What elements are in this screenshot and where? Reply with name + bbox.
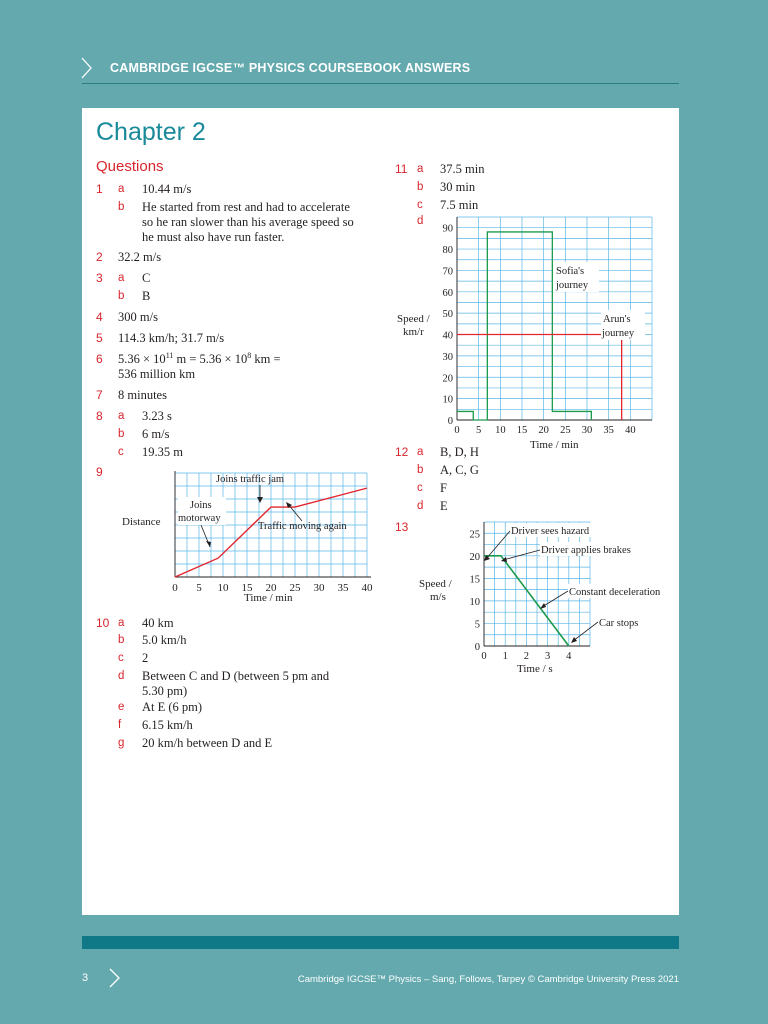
y-tick-label: 10	[469, 596, 480, 608]
answer-text: $5.36 \times 10^{11}$ $m = 5.36 \times 10^8$ km =	[118, 350, 281, 366]
part-label: c	[118, 652, 124, 664]
part-label: b	[417, 464, 424, 476]
annotation-joins-traffic-jam: Joins traffic jam	[216, 474, 285, 485]
annotation-joins-motorway	[178, 497, 226, 525]
footer-citation: Cambridge IGCSE™ Physics – Sang, Follows, Tarpey © Cambridge University Press 2021	[297, 974, 679, 985]
x-tick-label: 20	[538, 425, 549, 436]
answer-text: Between C and D (between 5 pm and	[142, 669, 330, 683]
answer-text: 114.3 km/h; 31.7 m/s	[118, 331, 225, 345]
x-tick-label: 5	[196, 582, 202, 594]
part-label: b	[118, 201, 125, 213]
answer-text: C	[142, 271, 151, 285]
part-label: a	[417, 446, 424, 458]
answer-text: 300 m/s	[118, 310, 158, 324]
answer-text: He started from rest and had to accelerate	[142, 200, 350, 214]
x-tick-label: 2	[523, 651, 530, 662]
y-tick-label: 5	[474, 619, 480, 631]
y-axis-label: km/r	[403, 326, 424, 338]
answer-text: 30 min	[440, 180, 476, 194]
annotation-car-stops: Car stops	[599, 618, 639, 629]
sofia-journey-line	[457, 232, 591, 420]
y-tick-label: 50	[442, 309, 453, 321]
question-number: 11	[395, 162, 408, 176]
question-number: 1	[96, 182, 103, 196]
svg-text:Arun's: Arun's	[603, 314, 631, 325]
x-tick-label: 0	[481, 651, 487, 662]
x-axis-label: Time / min	[244, 592, 293, 604]
answer-text: A, C, G	[440, 463, 479, 477]
answer-text: B	[142, 289, 151, 303]
svg-text:journey: journey	[602, 328, 635, 339]
series-label-arun	[601, 310, 645, 340]
answer-text: so he ran slower than his average speed so	[142, 215, 354, 229]
x-tick-label: 10	[217, 582, 229, 594]
answer-text: 6.15 km/h	[142, 718, 193, 732]
question-number: 3	[96, 271, 103, 285]
part-label: b	[118, 634, 125, 646]
part-label: c	[417, 199, 423, 211]
x-axis-label: Time / min	[530, 439, 579, 451]
x-tick-label: 40	[625, 425, 636, 436]
chevron-right-icon	[108, 967, 122, 989]
x-tick-label: 25	[289, 582, 301, 594]
part-label: f	[118, 719, 122, 731]
y-tick-label: 70	[442, 266, 453, 278]
question-number: 7	[96, 388, 103, 402]
answer-text: 19.35 m	[142, 445, 183, 459]
answer-text: 5.0 km/h	[142, 633, 187, 647]
x-tick-label: 30	[581, 425, 593, 436]
svg-text:Joins: Joins	[190, 500, 212, 511]
annotation-driver-sees-hazard: Driver sees hazard	[511, 526, 590, 537]
answer-text: he must also have run faster.	[142, 230, 285, 244]
y-tick-labels	[470, 529, 481, 653]
x-tick-label: 10	[495, 425, 506, 436]
y-tick-label: 40	[442, 330, 453, 342]
answer-text: B, D, H	[440, 445, 479, 459]
part-label: b	[118, 428, 125, 440]
annotation-constant-deceleration: Constant deceleration	[569, 587, 661, 598]
y-tick-label: 60	[442, 287, 453, 299]
x-tick-label: 5	[476, 425, 482, 436]
y-tick-label: 0	[447, 416, 453, 427]
book-title: CAMBRIDGE IGCSE™ PHYSICS COURSEBOOK ANSWERS	[110, 61, 471, 75]
part-label: c	[118, 446, 124, 458]
speed-time-graph-braking	[410, 515, 685, 680]
footer-bar	[82, 936, 679, 949]
answer-text: 32.2 m/s	[118, 250, 162, 264]
x-tick-label: 40	[361, 582, 373, 594]
x-tick-label: 35	[337, 582, 349, 594]
x-tick-labels	[481, 651, 572, 662]
part-label: a	[118, 410, 125, 422]
page-header	[0, 0, 768, 110]
answer-text: F	[440, 481, 447, 495]
question-number: 5	[96, 331, 103, 345]
chevron-right-icon	[80, 56, 94, 80]
x-tick-label: 20	[265, 582, 277, 594]
section-title: Questions	[96, 158, 164, 175]
question-number: 6	[96, 352, 103, 366]
x-tick-label: 3	[544, 651, 551, 662]
answer-text: 40 km	[142, 616, 174, 630]
y-tick-label: 25	[469, 529, 480, 541]
answer-text: 2	[142, 651, 149, 665]
part-label: d	[417, 500, 424, 512]
question-number: 8	[96, 409, 103, 423]
part-label: a	[118, 272, 125, 284]
page-number: 3	[82, 972, 89, 984]
part-label: g	[118, 737, 125, 749]
y-axis-label: Distance	[122, 516, 161, 528]
question-number: 2	[96, 250, 103, 264]
x-axis-label: Time / s	[517, 663, 553, 675]
answer-text: 7.5 min	[440, 198, 479, 212]
answer-text: 6 m/s	[142, 427, 170, 441]
part-label: a	[417, 163, 424, 175]
y-tick-label: 15	[469, 574, 480, 586]
answer-text: 536 million km	[118, 367, 196, 381]
y-axis-label: m/s	[430, 591, 446, 603]
series-label-sofia	[553, 262, 599, 292]
question-number: 9	[96, 465, 103, 479]
answer-text: At E (6 pm)	[142, 700, 203, 714]
x-tick-label: 25	[560, 425, 571, 436]
answer-text: 8 minutes	[118, 388, 167, 402]
distance-time-graph	[110, 465, 390, 615]
question-number: 12	[395, 445, 409, 459]
answer-text: E	[440, 499, 448, 513]
answer-text: 3.23 s	[142, 409, 172, 423]
annotation-traffic-moving-again: Traffic moving again	[258, 521, 347, 532]
part-label: d	[118, 670, 125, 682]
svg-text:motorway: motorway	[178, 513, 221, 524]
answer-text: 5.30 pm)	[142, 684, 188, 698]
annotation-driver-applies-brakes: Driver applies brakes	[541, 545, 631, 556]
series-lines	[457, 232, 622, 420]
y-tick-label: 20	[469, 551, 480, 563]
x-tick-label: 0	[454, 425, 460, 436]
part-label: a	[118, 183, 125, 195]
x-tick-label: 1	[502, 651, 508, 662]
part-label: a	[118, 617, 125, 629]
y-tick-labels	[443, 224, 454, 427]
y-tick-label: 20	[442, 373, 453, 385]
x-tick-label: 35	[603, 425, 614, 436]
y-tick-label: 90	[442, 223, 453, 235]
y-axis-label: Speed /	[397, 313, 430, 325]
part-label: b	[417, 181, 424, 193]
question-number: 4	[96, 310, 103, 324]
answer-text: 37.5 min	[440, 162, 485, 176]
x-tick-labels	[454, 425, 635, 436]
part-label: c	[417, 482, 423, 494]
y-tick-label: 10	[442, 394, 453, 406]
answer-text: 20 km/h between D and E	[142, 736, 273, 750]
y-axis-label: Speed /	[419, 578, 452, 590]
x-tick-label: 30	[313, 582, 325, 594]
x-tick-label: 15	[241, 582, 253, 594]
x-tick-label: 15	[516, 425, 528, 436]
part-label: d	[417, 215, 424, 227]
part-label: b	[118, 290, 125, 302]
question-number: 13	[395, 520, 409, 534]
y-tick-label: 30	[442, 351, 453, 363]
x-tick-label: 4	[566, 651, 572, 662]
chapter-title: Chapter 2	[96, 118, 206, 146]
x-tick-label: 0	[172, 582, 178, 594]
header-rule	[82, 83, 679, 84]
question-number: 10	[96, 616, 110, 630]
svg-text:Sofia's: Sofia's	[556, 266, 585, 277]
answer-text: 10.44 m/s	[142, 182, 192, 196]
part-label: e	[118, 701, 125, 713]
y-tick-label: 0	[474, 642, 480, 653]
y-tick-label: 80	[442, 245, 453, 257]
speed-time-graph-journeys	[393, 212, 665, 457]
svg-text:journey: journey	[556, 280, 589, 291]
